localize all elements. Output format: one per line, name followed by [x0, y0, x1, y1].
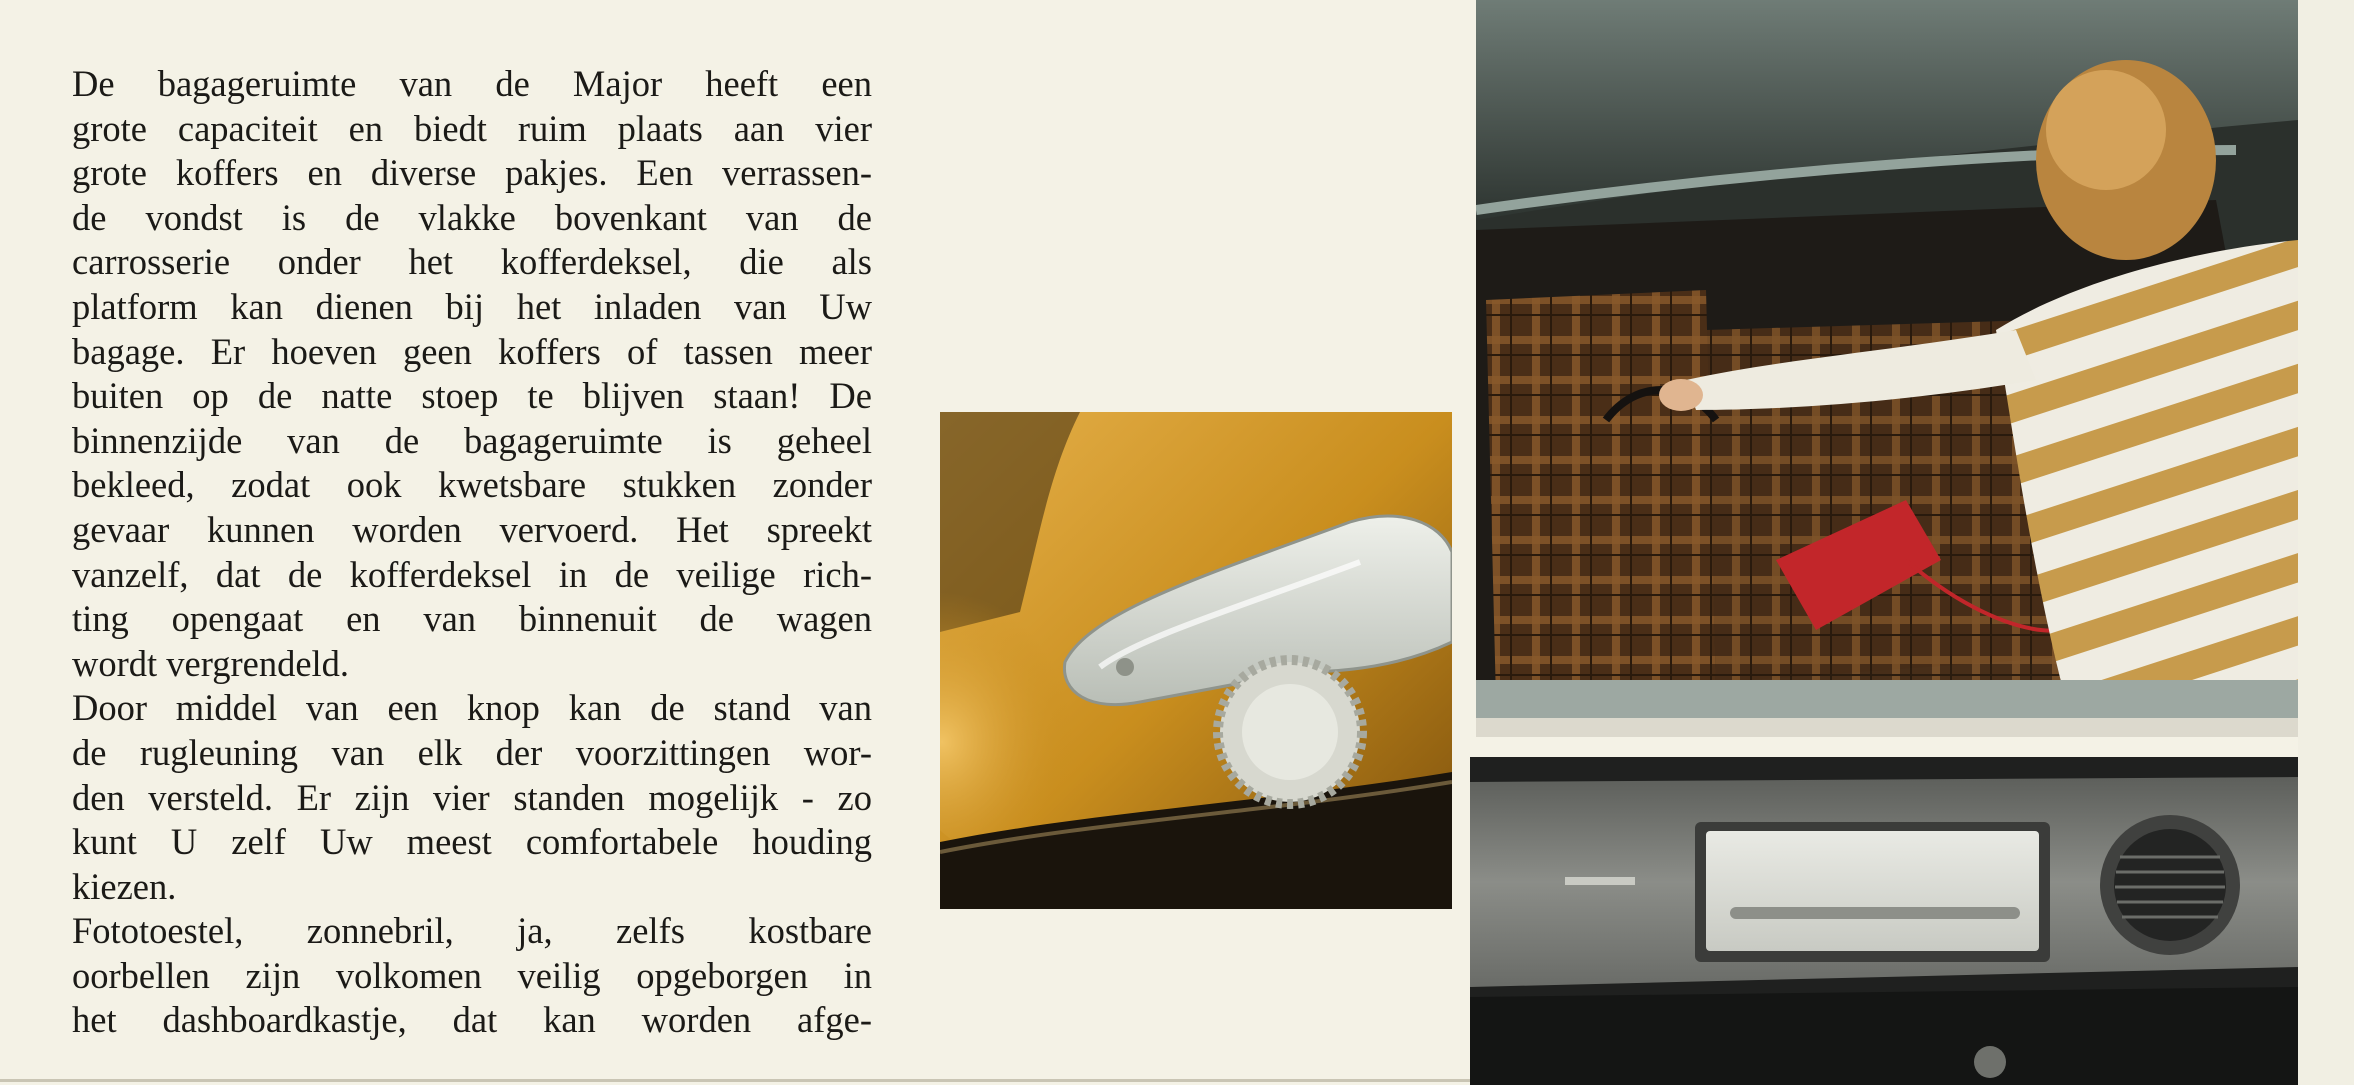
text-line: de rugleuning van elk der voorzittingen wor- — [72, 731, 872, 773]
text-line: grote koffers en diverse pakjes. Een verrassen- — [72, 152, 872, 194]
text-line: kunt U zelf Uw meest comfortabele houding — [72, 821, 872, 863]
text-line: binnenzijde van de bagageruimte is geheel — [72, 419, 872, 461]
text-line: carrosserie onder het kofferdeksel, die als — [72, 241, 872, 283]
dashboard-glovebox-photo — [1470, 757, 2298, 1085]
text-line: bekleed, zodat ook kwetsbare stukken zonder — [72, 464, 872, 506]
text-line: platform kan dienen bij het inladen van Uw — [72, 285, 872, 327]
page-margin — [2298, 0, 2354, 1085]
text-line: Door middel van een knop kan de stand van — [72, 687, 872, 729]
text-line: ting opengaat en van binnenuit de wagen — [72, 598, 872, 640]
text-line: het dashboardkastje, dat kan worden afge- — [72, 999, 872, 1041]
text-line: oorbellen zijn volkomen veilig opgeborgen in — [72, 954, 872, 996]
text-line: grote capaciteit en biedt ruim plaats aan vier — [72, 107, 872, 149]
text-line: vanzelf, dat de kofferdeksel in de veilige rich- — [72, 553, 872, 595]
page-edge-rule — [0, 1079, 1470, 1082]
text-line: den versteld. Er zijn vier standen mogelijk - zo — [72, 776, 872, 818]
text-line: wordt vergrendeld. — [72, 642, 350, 684]
text-line: gevaar kunnen worden vervoerd. Het spreekt — [72, 508, 872, 550]
paragraph — [72, 62, 872, 1043]
text-line: bagage. Er hoeven geen koffers of tassen meer — [72, 330, 872, 372]
seat-knob-photo — [940, 412, 1452, 909]
text-line: De bagageruimte van de Major heeft een — [72, 63, 872, 104]
text-line: kiezen. — [72, 865, 177, 907]
text-line: buiten op de natte stoep te blijven staan! De — [72, 375, 872, 417]
trunk-luggage-photo — [1476, 0, 2298, 737]
text-line: Fototoestel, zonnebril, ja, zelfs kostbare — [72, 910, 872, 952]
text-line: de vondst is de vlakke bovenkant van de — [72, 196, 872, 238]
body-text — [72, 62, 872, 1043]
